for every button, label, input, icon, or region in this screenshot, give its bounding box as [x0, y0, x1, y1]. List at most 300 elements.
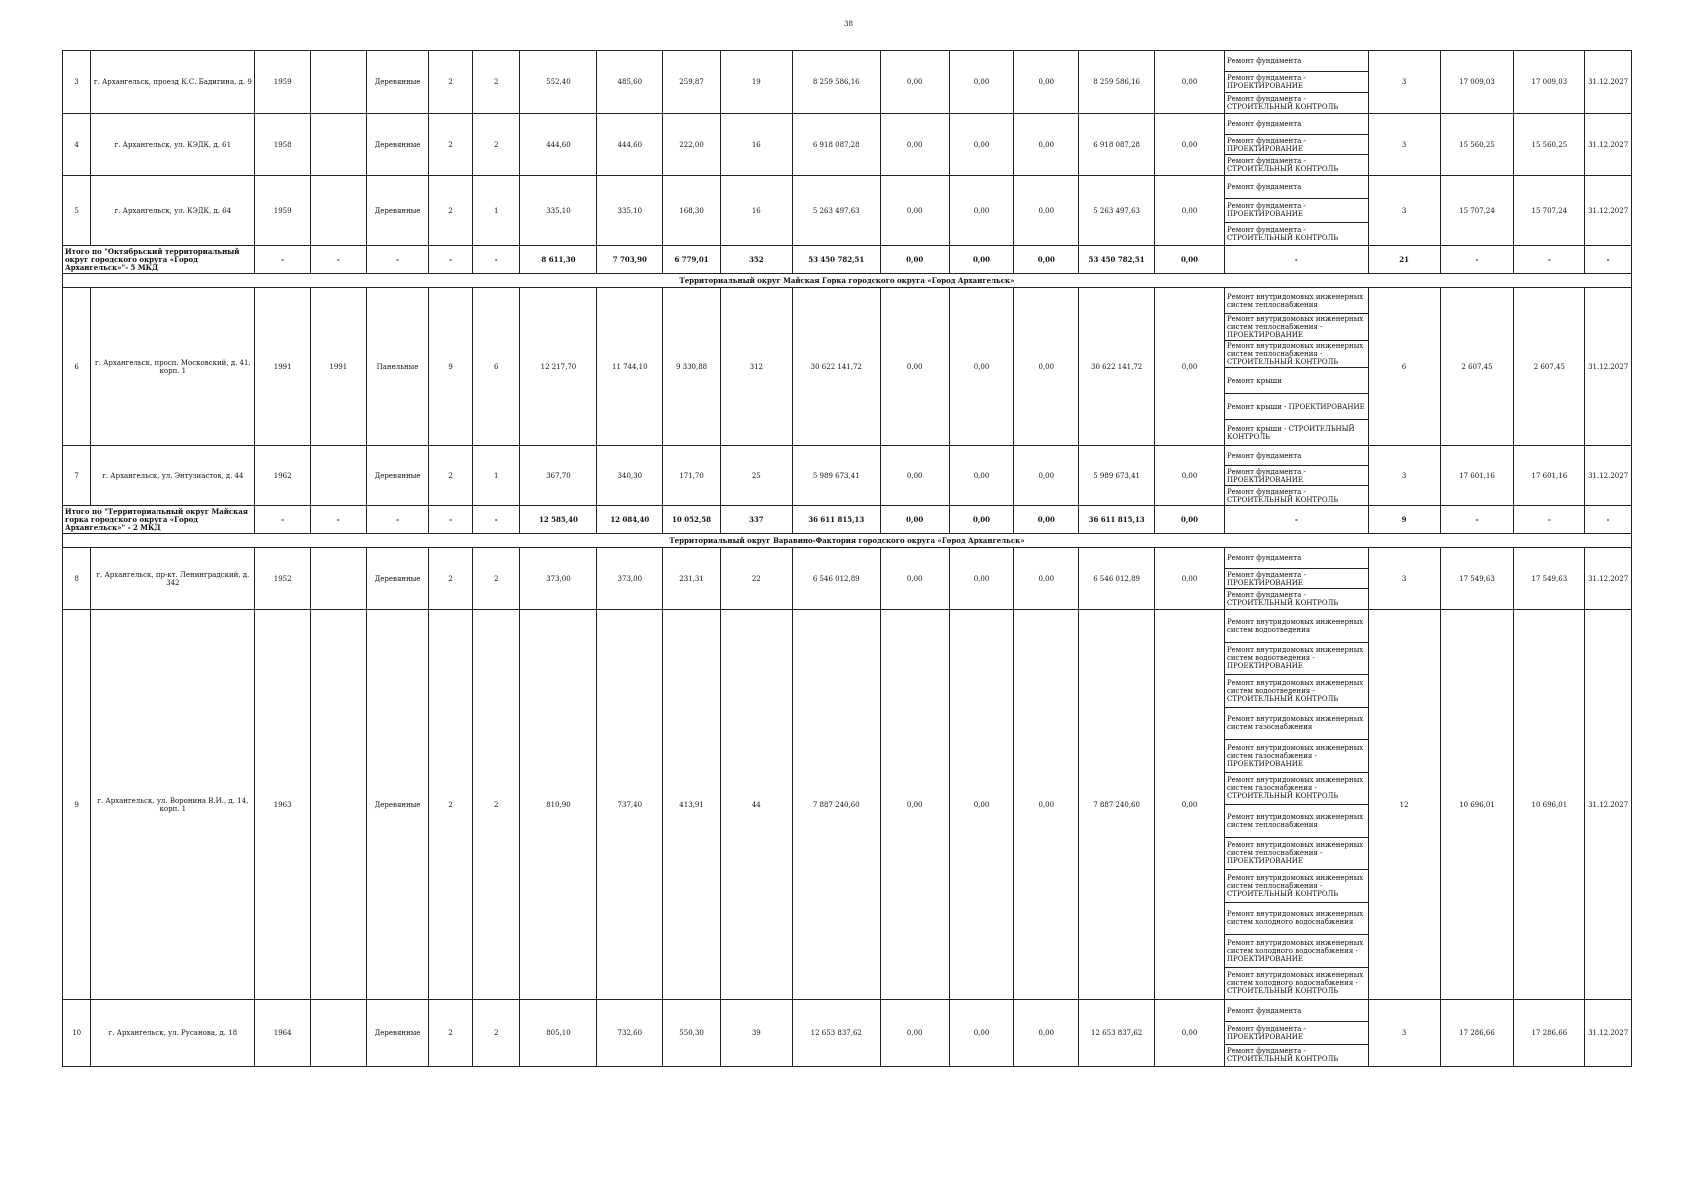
house-address: г. Архангельск, ул. Воронина В.И., д. 14, корп. 1 [91, 610, 255, 1000]
work-item-label: Ремонт фундамента - ПРОЕКТИРОВАНИЕ [1226, 202, 1306, 219]
limit-cost: 17 601,16 [1514, 446, 1585, 506]
work-item-label: Ремонт внутридомовых инженерных систем холодного водоснабжения - СТРОИТЕЛЬНЫЙ КОНТРОЛЬ [1226, 971, 1364, 996]
work-item [1225, 93, 1368, 113]
area-total: 552,40 [520, 51, 597, 114]
area-living: 9 330,88 [663, 288, 721, 446]
work-item-label: Ремонт фундамента - ПРОЕКТИРОВАНИЕ [1226, 1024, 1306, 1041]
work-count: 3 [1368, 1000, 1440, 1067]
house-address: г. Архангельск, ул. КЭДК, д. 64 [91, 176, 255, 246]
unit-cost: 15 560,25 [1440, 114, 1514, 176]
work-item [1225, 569, 1368, 590]
area-living: 168,30 [663, 176, 721, 246]
work-item-label: Ремонт фундамента - ПРОЕКТИРОВАНИЕ [1226, 570, 1306, 587]
works-list [1225, 548, 1368, 609]
total-dash: - [429, 246, 473, 274]
floors-count: 2 [429, 176, 473, 246]
work-item-label: Ремонт внутридомовых инженерных систем теплоснабжения - ПРОЕКТИРОВАНИЕ [1226, 841, 1364, 866]
cost-other: 0,00 [1155, 288, 1225, 446]
table-row [63, 51, 1632, 114]
section-header-row [63, 534, 1632, 548]
work-item-label: Ремонт фундамента - ПРОЕКТИРОВАНИЕ [1226, 74, 1306, 90]
works-list [1225, 51, 1368, 113]
wall-material: Панельные [366, 288, 429, 446]
total-label: Итого по "Территориальный округ Майская горка городского округа «Город Архангельск»" - 2 МКД [63, 506, 255, 534]
cost-fund: 0,00 [880, 1000, 949, 1067]
residents-count: 39 [720, 1000, 792, 1067]
area-premises: 732,60 [597, 1000, 663, 1067]
total-residents: 352 [720, 246, 792, 274]
work-item [1225, 610, 1368, 643]
total-cost-municipal: 0,00 [1014, 506, 1079, 534]
deadline-date: 31.12.2027 [1585, 548, 1632, 610]
year-overhaul: 1991 [310, 288, 366, 446]
total-dash: - [310, 506, 366, 534]
work-item [1225, 446, 1368, 466]
area-premises: 335,10 [597, 176, 663, 246]
area-total: 810,90 [520, 610, 597, 1000]
limit-cost: 17 286,66 [1514, 1000, 1585, 1067]
cost-fund: 0,00 [880, 114, 949, 176]
total-residents: 337 [720, 506, 792, 534]
wall-material: Деревянные [366, 1000, 429, 1067]
work-count: 6 [1368, 288, 1440, 446]
house-address: г. Архангельск, просп. Московский, д. 41, корп. 1 [91, 288, 255, 446]
row-number: 10 [63, 1000, 91, 1067]
cost-owners: 30 622 141,72 [1079, 288, 1155, 446]
cost-municipal: 0,00 [1014, 548, 1079, 610]
wall-material: Деревянные [366, 114, 429, 176]
entrances-count: 1 [472, 176, 520, 246]
house-address: г. Архангельск, пр-кт. Ленинградский, д. 342 [91, 548, 255, 610]
limit-cost: 17 009,03 [1514, 51, 1585, 114]
program-table [62, 50, 1632, 1067]
residents-count: 16 [720, 176, 792, 246]
limit-cost: 10 696,01 [1514, 610, 1585, 1000]
works-list [1225, 114, 1368, 175]
work-item [1225, 548, 1368, 569]
area-living: 231,31 [663, 548, 721, 610]
residents-count: 19 [720, 51, 792, 114]
cost-total: 12 653 837,62 [792, 1000, 880, 1067]
total-cost-fund: 0,00 [880, 246, 949, 274]
area-living: 550,30 [663, 1000, 721, 1067]
year-built: 1958 [255, 114, 311, 176]
deadline-date: 31.12.2027 [1585, 176, 1632, 246]
works-list [1225, 1000, 1368, 1066]
work-count: 3 [1368, 548, 1440, 610]
area-total: 805,10 [520, 1000, 597, 1067]
entrances-count: 2 [472, 51, 520, 114]
cost-owners: 5 263 497,63 [1079, 176, 1155, 246]
cost-regional: 0,00 [949, 176, 1014, 246]
area-premises: 485,60 [597, 51, 663, 114]
total-works-dash: - [1224, 246, 1368, 274]
work-item-label: Ремонт крыши - ПРОЕКТИРОВАНИЕ [1226, 402, 1365, 411]
total-label: Итого по "Октябрьский территориальный округ городского округа «Город Архангельск»"- 5 МКД [63, 246, 255, 274]
year-built: 1991 [255, 288, 311, 446]
table-row [63, 446, 1632, 506]
cost-municipal: 0,00 [1014, 176, 1079, 246]
area-living: 259,87 [663, 51, 721, 114]
cost-owners: 12 653 837,62 [1079, 1000, 1155, 1067]
cost-other: 0,00 [1155, 1000, 1225, 1067]
row-number: 9 [63, 610, 91, 1000]
area-premises: 444,60 [597, 114, 663, 176]
area-premises: 373,00 [597, 548, 663, 610]
cost-owners: 6 546 012,89 [1079, 548, 1155, 610]
works-list [1225, 176, 1368, 245]
work-item [1225, 1000, 1368, 1022]
unit-cost: 10 696,01 [1440, 610, 1514, 1000]
work-item-label: Ремонт фундамента [1226, 57, 1302, 65]
unit-cost: 17 286,66 [1440, 1000, 1514, 1067]
section-title: Территориальный округ Варавино-Фактория городского округа «Город Архангельск» [63, 534, 1632, 548]
works-list-cell [1224, 288, 1368, 446]
cost-regional: 0,00 [949, 610, 1014, 1000]
work-item-label: Ремонт внутридомовых инженерных систем теплоснабжения - СТРОИТЕЛЬНЫЙ КОНТРОЛЬ [1226, 342, 1364, 366]
program-table-sheet [62, 50, 1632, 1067]
entrances-count: 2 [472, 610, 520, 1000]
house-address: г. Архангельск, ул. Энтузиастов, д. 44 [91, 446, 255, 506]
area-total: 335,10 [520, 176, 597, 246]
work-item-label: Ремонт фундамента - СТРОИТЕЛЬНЫЙ КОНТРОЛЬ [1226, 225, 1339, 242]
total-row [63, 506, 1632, 534]
cost-owners: 5 989 673,41 [1079, 446, 1155, 506]
total-dash: - [255, 246, 311, 274]
work-item-label: Ремонт внутридомовых инженерных систем теплоснабжения [1226, 292, 1364, 309]
total-area-premises: 7 703,90 [597, 246, 663, 274]
year-built: 1959 [255, 176, 311, 246]
area-living: 413,91 [663, 610, 721, 1000]
total-dash: - [366, 246, 429, 274]
works-list-cell [1224, 114, 1368, 176]
entrances-count: 2 [472, 114, 520, 176]
total-cost-owners: 53 450 782,51 [1079, 246, 1155, 274]
unit-cost: 2 607,45 [1440, 288, 1514, 446]
total-dash: - [255, 506, 311, 534]
entrances-count: 2 [472, 1000, 520, 1067]
total-dash: - [1514, 506, 1585, 534]
year-overhaul [310, 610, 366, 1000]
floors-count: 2 [429, 548, 473, 610]
work-item-label: Ремонт внутридомовых инженерных систем водоотведения - ПРОЕКТИРОВАНИЕ [1226, 646, 1364, 671]
work-item-label: Ремонт фундамента - СТРОИТЕЛЬНЫЙ КОНТРОЛЬ [1226, 1047, 1339, 1064]
total-work-count: 21 [1368, 246, 1440, 274]
work-count: 12 [1368, 610, 1440, 1000]
cost-total: 6 546 012,89 [792, 548, 880, 610]
cost-fund: 0,00 [880, 548, 949, 610]
total-cost-other: 0,00 [1155, 246, 1225, 274]
cost-total: 5 263 497,63 [792, 176, 880, 246]
floors-count: 2 [429, 446, 473, 506]
work-count: 3 [1368, 114, 1440, 176]
row-number: 7 [63, 446, 91, 506]
entrances-count: 1 [472, 446, 520, 506]
work-item [1225, 288, 1368, 314]
residents-count: 312 [720, 288, 792, 446]
unit-cost: 15 707,24 [1440, 176, 1514, 246]
work-item [1225, 870, 1368, 903]
works-list-cell [1224, 548, 1368, 610]
total-dash: - [472, 506, 520, 534]
unit-cost: 17 601,16 [1440, 446, 1514, 506]
year-built: 1952 [255, 548, 311, 610]
table-row [63, 176, 1632, 246]
total-cost-owners: 36 611 815,13 [1079, 506, 1155, 534]
cost-municipal: 0,00 [1014, 288, 1079, 446]
table-row [63, 288, 1632, 446]
deadline-date: 31.12.2027 [1585, 610, 1632, 1000]
cost-other: 0,00 [1155, 548, 1225, 610]
total-dash: - [1440, 246, 1514, 274]
work-item [1225, 740, 1368, 773]
area-total: 444,60 [520, 114, 597, 176]
work-item [1225, 805, 1368, 838]
works-list [1225, 610, 1368, 999]
row-number: 6 [63, 288, 91, 446]
total-dash: - [366, 506, 429, 534]
deadline-date: 31.12.2027 [1585, 288, 1632, 446]
work-item [1225, 773, 1368, 806]
row-number: 8 [63, 548, 91, 610]
work-item [1225, 1022, 1368, 1044]
work-item [1225, 368, 1368, 394]
entrances-count: 6 [472, 288, 520, 446]
total-area-total: 12 585,40 [520, 506, 597, 534]
cost-other: 0,00 [1155, 51, 1225, 114]
wall-material: Деревянные [366, 446, 429, 506]
total-area-living: 10 052,58 [663, 506, 721, 534]
total-cost: 53 450 782,51 [792, 246, 880, 274]
work-item [1225, 176, 1368, 199]
wall-material: Деревянные [366, 610, 429, 1000]
work-item [1225, 51, 1368, 72]
work-item-label: Ремонт внутридомовых инженерных систем газоснабжения - ПРОЕКТИРОВАНИЕ [1226, 743, 1364, 768]
work-item-label: Ремонт внутридомовых инженерных систем водоотведения - СТРОИТЕЛЬНЫЙ КОНТРОЛЬ [1226, 678, 1364, 703]
cost-total: 8 259 586,16 [792, 51, 880, 114]
area-total: 367,70 [520, 446, 597, 506]
year-overhaul [310, 548, 366, 610]
work-item [1225, 708, 1368, 741]
work-item [1225, 935, 1368, 968]
cost-regional: 0,00 [949, 1000, 1014, 1067]
deadline-date: 31.12.2027 [1585, 114, 1632, 176]
work-item-label: Ремонт внутридомовых инженерных систем теплоснабжения - СТРОИТЕЛЬНЫЙ КОНТРОЛЬ [1226, 873, 1364, 898]
total-works-dash: - [1224, 506, 1368, 534]
total-cost-fund: 0,00 [880, 506, 949, 534]
cost-municipal: 0,00 [1014, 51, 1079, 114]
work-count: 3 [1368, 51, 1440, 114]
work-item-label: Ремонт внутридомовых инженерных систем теплоснабжения [1226, 812, 1364, 829]
residents-count: 25 [720, 446, 792, 506]
house-address: г. Архангельск, проезд К.С. Бадигина, д. 9 [91, 51, 255, 114]
wall-material: Деревянные [366, 51, 429, 114]
works-list [1225, 446, 1368, 505]
floors-count: 2 [429, 610, 473, 1000]
work-item [1225, 466, 1368, 486]
work-item [1225, 135, 1368, 156]
cost-other: 0,00 [1155, 176, 1225, 246]
work-item-label: Ремонт крыши - СТРОИТЕЛЬНЫЙ КОНТРОЛЬ [1226, 424, 1355, 441]
work-item-label: Ремонт фундамента [1226, 553, 1302, 562]
wall-material: Деревянные [366, 548, 429, 610]
work-item-label: Ремонт фундамента [1226, 183, 1302, 192]
works-list-cell [1224, 610, 1368, 1000]
work-item [1225, 223, 1368, 245]
cost-municipal: 0,00 [1014, 1000, 1079, 1067]
cost-total: 6 918 087,28 [792, 114, 880, 176]
work-item-label: Ремонт фундамента - СТРОИТЕЛЬНЫЙ КОНТРОЛЬ [1226, 95, 1339, 111]
cost-other: 0,00 [1155, 446, 1225, 506]
work-item [1225, 643, 1368, 676]
work-item-label: Ремонт внутридомовых инженерных систем теплоснабжения - ПРОЕКТИРОВАНИЕ [1226, 315, 1364, 339]
work-item [1225, 394, 1368, 420]
entrances-count: 2 [472, 548, 520, 610]
row-number: 5 [63, 176, 91, 246]
total-work-count: 9 [1368, 506, 1440, 534]
cost-fund: 0,00 [880, 288, 949, 446]
house-address: г. Архангельск, ул. Русанова, д. 18 [91, 1000, 255, 1067]
total-cost-regional: 0,00 [949, 246, 1014, 274]
work-item [1225, 420, 1368, 445]
total-dash: - [1440, 506, 1514, 534]
year-built: 1963 [255, 610, 311, 1000]
page-number: 38 [844, 20, 853, 28]
works-list [1225, 288, 1368, 445]
work-item [1225, 838, 1368, 871]
work-item-label: Ремонт внутридомовых инженерных систем холодного водоснабжения [1226, 910, 1364, 927]
work-item [1225, 1045, 1368, 1066]
floors-count: 2 [429, 51, 473, 114]
total-area-total: 8 611,30 [520, 246, 597, 274]
works-list-cell [1224, 51, 1368, 114]
cost-regional: 0,00 [949, 288, 1014, 446]
total-cost-other: 0,00 [1155, 506, 1225, 534]
cost-fund: 0,00 [880, 610, 949, 1000]
work-item [1225, 72, 1368, 93]
year-overhaul [310, 446, 366, 506]
cost-fund: 0,00 [880, 176, 949, 246]
deadline-date: 31.12.2027 [1585, 446, 1632, 506]
work-item-label: Ремонт внутридомовых инженерных систем водоотведения [1226, 617, 1364, 634]
work-count: 3 [1368, 446, 1440, 506]
work-item-label: Ремонт фундамента - СТРОИТЕЛЬНЫЙ КОНТРОЛЬ [1226, 487, 1339, 504]
total-row [63, 246, 1632, 274]
total-dash: - [472, 246, 520, 274]
total-dash: - [1514, 246, 1585, 274]
cost-owners: 8 259 586,16 [1079, 51, 1155, 114]
work-item [1225, 675, 1368, 708]
total-dash: - [1585, 506, 1632, 534]
work-item-label: Ремонт фундамента [1226, 1006, 1302, 1015]
year-overhaul [310, 176, 366, 246]
work-item [1225, 486, 1368, 505]
year-overhaul [310, 1000, 366, 1067]
cost-municipal: 0,00 [1014, 610, 1079, 1000]
work-item-label: Ремонт крыши [1226, 376, 1282, 385]
work-item [1225, 341, 1368, 368]
cost-owners: 7 887 240,60 [1079, 610, 1155, 1000]
work-item-label: Ремонт внутридомовых инженерных систем газоснабжения [1226, 715, 1364, 732]
cost-total: 5 989 673,41 [792, 446, 880, 506]
work-item [1225, 314, 1368, 341]
work-item [1225, 155, 1368, 175]
work-item-label: Ремонт фундамента - ПРОЕКТИРОВАНИЕ [1226, 467, 1306, 484]
area-total: 12 217,70 [520, 288, 597, 446]
cost-total: 30 622 141,72 [792, 288, 880, 446]
work-item-label: Ремонт внутридомовых инженерных систем холодного водоснабжения - ПРОЕКТИРОВАНИЕ [1226, 938, 1364, 963]
year-overhaul [310, 114, 366, 176]
limit-cost: 15 707,24 [1514, 176, 1585, 246]
limit-cost: 2 607,45 [1514, 288, 1585, 446]
limit-cost: 15 560,25 [1514, 114, 1585, 176]
deadline-date: 31.12.2027 [1585, 1000, 1632, 1067]
area-total: 373,00 [520, 548, 597, 610]
floors-count: 9 [429, 288, 473, 446]
table-row [63, 1000, 1632, 1067]
residents-count: 22 [720, 548, 792, 610]
cost-other: 0,00 [1155, 610, 1225, 1000]
total-dash: - [1585, 246, 1632, 274]
work-item-label: Ремонт фундамента [1226, 451, 1302, 460]
area-premises: 11 744,10 [597, 288, 663, 446]
year-built: 1959 [255, 51, 311, 114]
deadline-date: 31.12.2027 [1585, 51, 1632, 114]
work-item [1225, 903, 1368, 936]
work-item-label: Ремонт внутридомовых инженерных систем газоснабжения - СТРОИТЕЛЬНЫЙ КОНТРОЛЬ [1226, 776, 1364, 801]
residents-count: 44 [720, 610, 792, 1000]
area-premises: 737,40 [597, 610, 663, 1000]
unit-cost: 17 009,03 [1440, 51, 1514, 114]
house-address: г. Архангельск, ул. КЭДК, д. 61 [91, 114, 255, 176]
works-list-cell [1224, 176, 1368, 246]
cost-total: 7 887 240,60 [792, 610, 880, 1000]
table-row [63, 114, 1632, 176]
cost-regional: 0,00 [949, 548, 1014, 610]
total-area-premises: 12 084,40 [597, 506, 663, 534]
work-item [1225, 589, 1368, 609]
work-item-label: Ремонт фундамента [1226, 119, 1302, 128]
limit-cost: 17 549,63 [1514, 548, 1585, 610]
section-header-row [63, 274, 1632, 288]
cost-municipal: 0,00 [1014, 446, 1079, 506]
cost-regional: 0,00 [949, 446, 1014, 506]
table-row [63, 548, 1632, 610]
row-number: 4 [63, 114, 91, 176]
work-item [1225, 199, 1368, 222]
cost-regional: 0,00 [949, 114, 1014, 176]
table-row [63, 610, 1632, 1000]
total-cost-municipal: 0,00 [1014, 246, 1079, 274]
work-item-label: Ремонт фундамента - ПРОЕКТИРОВАНИЕ [1226, 136, 1306, 153]
total-dash: - [310, 246, 366, 274]
cost-municipal: 0,00 [1014, 114, 1079, 176]
residents-count: 16 [720, 114, 792, 176]
works-list-cell [1224, 446, 1368, 506]
total-area-living: 6 779,01 [663, 246, 721, 274]
area-premises: 340,30 [597, 446, 663, 506]
floors-count: 2 [429, 1000, 473, 1067]
area-living: 222,00 [663, 114, 721, 176]
floors-count: 2 [429, 114, 473, 176]
year-built: 1962 [255, 446, 311, 506]
total-cost-regional: 0,00 [949, 506, 1014, 534]
area-living: 171,70 [663, 446, 721, 506]
cost-fund: 0,00 [880, 51, 949, 114]
cost-fund: 0,00 [880, 446, 949, 506]
unit-cost: 17 549,63 [1440, 548, 1514, 610]
cost-regional: 0,00 [949, 51, 1014, 114]
